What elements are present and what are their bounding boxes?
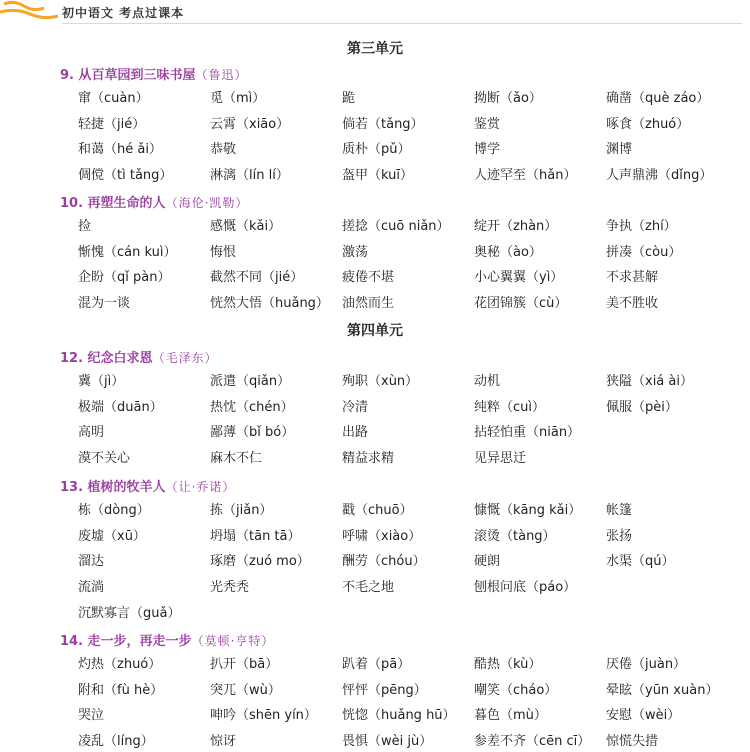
vocab-row <box>78 84 738 110</box>
vocab-grid <box>78 496 738 624</box>
vocab-term: 人迹罕至（hǎn） <box>474 168 577 184</box>
vocab-term: 凌乱（líng） <box>78 734 154 750</box>
vocab-term: 悔恨 <box>210 244 237 260</box>
vocab-term: 哭泣 <box>78 708 105 724</box>
lesson-heading <box>60 192 248 211</box>
vocab-term: 见异思迁 <box>474 451 527 467</box>
vocab-term: 轻捷（jié） <box>78 116 146 132</box>
lesson-author: （让·乔诺） <box>165 480 236 494</box>
lesson-heading <box>60 476 235 495</box>
vocab-term: 呼啸（xiào） <box>342 528 422 544</box>
header-divider <box>62 23 742 24</box>
lesson-heading <box>60 630 274 649</box>
lesson-author: （毛泽东） <box>152 351 218 365</box>
vocab-row <box>78 238 738 264</box>
vocab-grid <box>78 650 738 752</box>
vocab-grid <box>78 367 738 469</box>
vocab-term: 油然而生 <box>342 296 395 312</box>
vocab-term: 沉默寡言（guǎ） <box>78 605 181 621</box>
vocab-term: 云霄（xiāo） <box>210 116 290 132</box>
vocab-row <box>78 522 738 548</box>
vocab-term: 扒开（bā） <box>210 657 279 673</box>
vocab-grid <box>78 212 738 314</box>
vocab-term: 和蔼（hé ǎi） <box>78 142 162 158</box>
vocab-term: 派遣（qiǎn） <box>210 374 291 390</box>
vocab-row <box>78 444 738 470</box>
vocab-row <box>78 573 738 599</box>
vocab-term: 恭敬 <box>210 142 237 158</box>
vocab-term: 附和（fù hè） <box>78 682 164 698</box>
vocab-term: 出路 <box>342 425 369 441</box>
vocab-term: 搓捻（cuō niǎn） <box>342 219 450 235</box>
vocab-term: 光秃秃 <box>210 580 250 596</box>
vocab-row <box>78 547 738 573</box>
vocab-term: 纯粹（cuì） <box>474 399 545 415</box>
lesson-title: 9. 从百草园到三味书屋 <box>60 68 196 83</box>
header-decoration <box>0 0 60 24</box>
vocab-term: 感慨（kǎi） <box>210 219 282 235</box>
vocab-row <box>78 676 738 702</box>
page-header <box>0 0 750 24</box>
vocab-term: 厌倦（juàn） <box>606 657 687 673</box>
vocab-row <box>78 367 738 393</box>
vocab-term: 混为一谈 <box>78 296 131 312</box>
vocab-term: 拼凑（còu） <box>606 244 682 260</box>
vocab-term: 确凿（què záo） <box>606 91 710 107</box>
vocab-term: 坍塌（tān tā） <box>210 528 301 544</box>
vocab-term: 绽开（zhàn） <box>474 219 558 235</box>
vocab-row <box>78 418 738 444</box>
lesson-heading <box>60 347 218 366</box>
vocab-term: 恍惚（huǎng hū） <box>342 708 456 724</box>
vocab-term: 栋（dòng） <box>78 503 150 519</box>
vocab-term: 觅（mì） <box>210 91 266 107</box>
lesson-title: 10. 再塑生命的人 <box>60 196 166 211</box>
vocab-term: 盔甲（kuī） <box>342 168 413 184</box>
vocab-term: 嘲笑（cháo） <box>474 682 558 698</box>
vocab-term: 捡 <box>78 219 92 235</box>
vocab-row <box>78 496 738 522</box>
vocab-term: 呻吟（shēn yín） <box>210 708 317 724</box>
vocab-term: 奥秘（ào） <box>474 244 542 260</box>
vocab-row <box>78 161 738 187</box>
vocab-term: 惊慌失措 <box>606 734 659 750</box>
vocab-term: 倘若（tǎng） <box>342 116 424 132</box>
vocab-row <box>78 650 738 676</box>
vocab-term: 啄食（zhuó） <box>606 116 690 132</box>
lesson-title: 13. 植树的牧羊人 <box>60 480 166 495</box>
vocab-term: 拗断（ǎo） <box>474 91 542 107</box>
lesson-heading <box>60 64 248 83</box>
vocab-term: 精益求精 <box>342 451 395 467</box>
vocab-term: 硬朗 <box>474 554 501 570</box>
vocab-term: 慷慨（kāng kǎi） <box>474 503 582 519</box>
vocab-term: 安慰（wèi） <box>606 708 681 724</box>
vocab-term: 酷热（kù） <box>474 657 542 673</box>
vocab-term: 博学 <box>474 142 501 158</box>
vocab-term: 废墟（xū） <box>78 528 146 544</box>
vocab-term: 截然不同（jié） <box>210 270 304 286</box>
vocab-term: 晕眩（yūn xuàn） <box>606 682 719 698</box>
section-title: 第四单元 <box>347 323 403 339</box>
vocab-term: 窜（cuàn） <box>78 91 149 107</box>
lesson-author: （鲁迅） <box>195 68 248 82</box>
vocab-term: 趴着（pā） <box>342 657 411 673</box>
vocab-row <box>78 701 738 727</box>
vocab-term: 漠不关心 <box>78 451 131 467</box>
vocab-term: 张扬 <box>606 528 633 544</box>
lesson-title: 14. 走一步，再走一步 <box>60 634 192 649</box>
vocab-term: 怦怦（pēng） <box>342 682 427 698</box>
vocab-term: 酬劳（chóu） <box>342 554 426 570</box>
vocab-term: 渊博 <box>606 142 633 158</box>
vocab-row <box>78 263 738 289</box>
vocab-term: 倜傥（tì tǎng） <box>78 168 173 184</box>
vocab-row <box>78 727 738 752</box>
vocab-term: 鄙薄（bǐ bó） <box>210 425 295 441</box>
lesson-title: 12. 纪念白求恩 <box>60 351 153 366</box>
vocab-row <box>78 212 738 238</box>
vocab-grid <box>78 84 738 186</box>
vocab-term: 小心翼翼（yì） <box>474 270 564 286</box>
vocab-term: 高明 <box>78 425 105 441</box>
vocab-term: 参差不齐（cēn cī） <box>474 734 591 750</box>
vocab-row <box>78 110 738 136</box>
vocab-term: 不求甚解 <box>606 270 659 286</box>
vocab-term: 鉴赏 <box>474 116 501 132</box>
header-title: 初中语文 考点过课本 <box>62 6 185 20</box>
vocab-term: 冀（jì） <box>78 374 125 390</box>
vocab-term: 突兀（wù） <box>210 682 281 698</box>
vocab-term: 狭隘（xiá ài） <box>606 374 693 390</box>
vocab-term: 疲倦不堪 <box>342 270 395 286</box>
vocab-term: 殉职（xùn） <box>342 374 419 390</box>
vocab-term: 麻木不仁 <box>210 451 263 467</box>
vocab-term: 流淌 <box>78 580 105 596</box>
vocab-row <box>78 289 738 315</box>
vocab-term: 质朴（pǔ） <box>342 142 411 158</box>
vocab-row <box>78 135 738 161</box>
vocab-term: 佩服（pèi） <box>606 399 678 415</box>
vocab-term: 水渠（qú） <box>606 554 675 570</box>
vocab-term: 拣（jiǎn） <box>210 503 273 519</box>
vocab-term: 拈轻怕重（niān） <box>474 425 581 441</box>
vocab-term: 滚烫（tàng） <box>474 528 556 544</box>
vocab-term: 惊讶 <box>210 734 237 750</box>
lesson-author: （海伦·凯勒） <box>165 196 249 210</box>
lesson-author: （莫顿·亨特） <box>191 634 275 648</box>
vocab-term: 热忱（chén） <box>210 399 294 415</box>
vocab-term: 恍然大悟（huǎng） <box>210 296 329 312</box>
vocab-term: 琢磨（zuó mo） <box>210 554 310 570</box>
vocab-term: 激荡 <box>342 244 369 260</box>
vocab-term: 冷清 <box>342 399 369 415</box>
vocab-term: 淋漓（lín lí） <box>210 168 289 184</box>
vocab-term: 畏惧（wèi jù） <box>342 734 433 750</box>
vocab-term: 暮色（mù） <box>474 708 547 724</box>
vocab-term: 戳（chuō） <box>342 503 413 519</box>
vocab-term: 企盼（qǐ pàn） <box>78 270 171 286</box>
section-title: 第三单元 <box>347 41 403 57</box>
vocab-term: 人声鼎沸（dǐng） <box>606 168 713 184</box>
vocab-term: 争执（zhí） <box>606 219 677 235</box>
vocab-term: 惭愧（cán kuì） <box>78 244 177 260</box>
vocab-term: 美不胜收 <box>606 296 659 312</box>
vocab-term: 跪 <box>342 91 356 107</box>
vocab-term: 刨根问底（páo） <box>474 580 577 596</box>
vocab-term: 溜达 <box>78 554 105 570</box>
vocab-term: 不毛之地 <box>342 580 395 596</box>
vocab-term: 灼热（zhuó） <box>78 657 162 673</box>
vocab-term: 花团锦簇（cù） <box>474 296 568 312</box>
vocab-term: 帐篷 <box>606 503 633 519</box>
vocab-row <box>78 393 738 419</box>
vocab-term: 极端（duān） <box>78 399 163 415</box>
vocab-term: 动机 <box>474 374 501 390</box>
vocab-row <box>78 598 738 624</box>
